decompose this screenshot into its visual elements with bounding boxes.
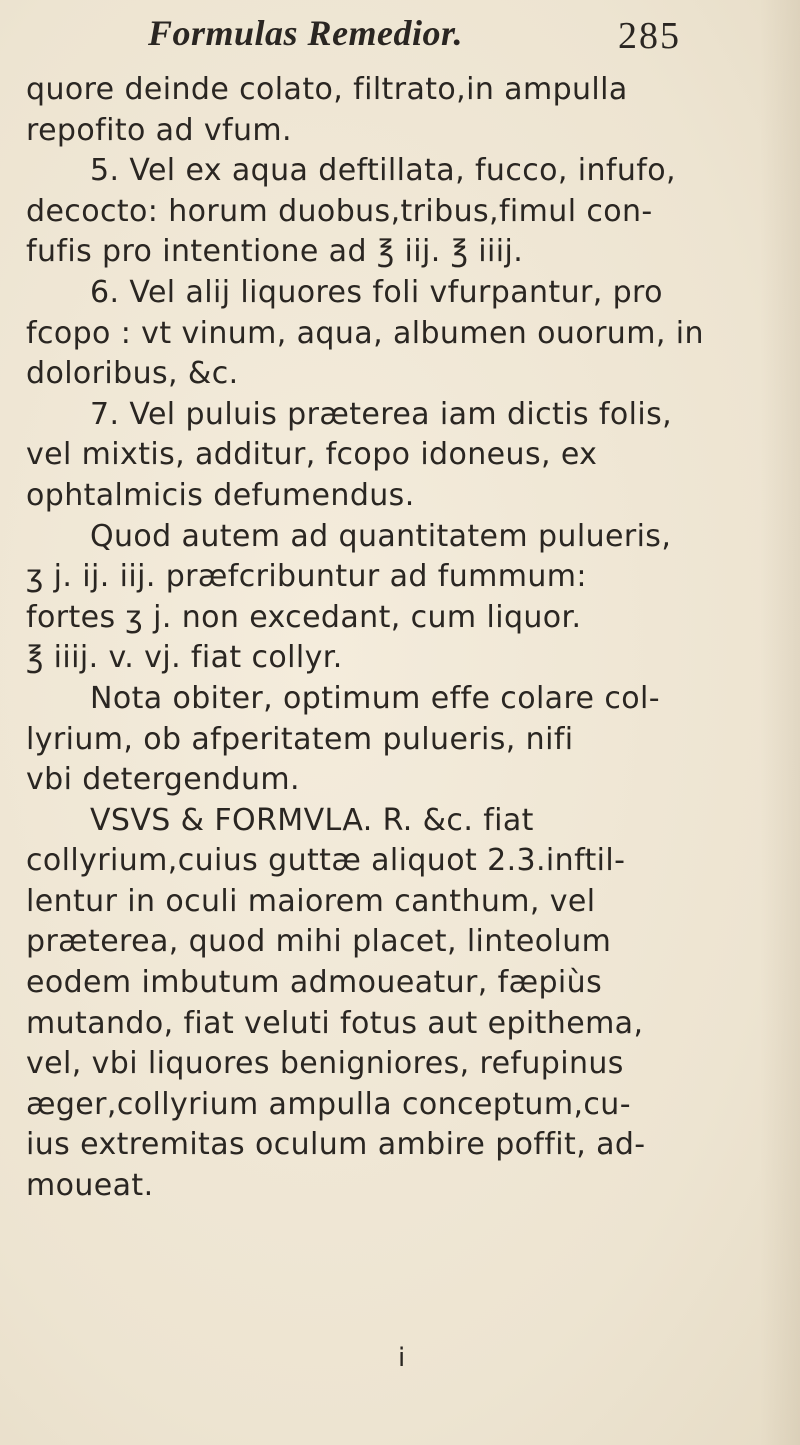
text-line: doloribus, &c.	[26, 356, 239, 392]
text-line: mutando, fiat veluti fotus aut epithema,	[26, 1005, 644, 1041]
text-line: 6. Vel alij liquores foli vfurpantur, pro	[90, 274, 663, 310]
text-line: eodem imbutum admoueatur, fæpiùs	[26, 965, 603, 1001]
text-line: VSVS & FORMVLA. R. &c. fiat	[90, 802, 534, 838]
text-line: collyrium,cuius guttæ aliquot 2.3.inftil-	[26, 843, 626, 879]
text-line: Quod autem ad quantitatem pulueris,	[90, 518, 672, 554]
text-line: fortes ʒ j. non excedant, cum liquor.	[26, 599, 582, 635]
text-line: ophtalmicis defumendus.	[26, 477, 415, 513]
page-header	[148, 12, 708, 72]
text-line: 5. Vel ex aqua deftillata, fucco, infufo,	[90, 153, 676, 189]
text-line: fufis pro intentione ad ℥ iij. ℥ iiij.	[26, 234, 524, 270]
text-line: lentur in oculi maiorem canthum, vel	[26, 883, 596, 919]
text-line: lyrium, ob afperitatem pulueris, nifi	[26, 721, 574, 757]
page-number: 285	[618, 15, 681, 57]
text-line: decocto: horum duobus,tribus,fimul con-	[26, 193, 653, 229]
text-line: repofito ad vfum.	[26, 112, 292, 148]
body-text	[26, 70, 726, 1207]
text-line: quore deinde colato, filtrato,in ampulla	[26, 72, 628, 107]
text-line: vel, vbi liquores benigniores, refupinus	[26, 1046, 624, 1082]
text-line: æger,collyrium ampulla conceptum,cu-	[26, 1086, 631, 1122]
text-line: ius extremitas oculum ambire poffit, ad-	[26, 1127, 646, 1163]
text-line: ʒ j. ij. iij. præfcribuntur ad fummum:	[26, 559, 587, 595]
text-line: vbi detergendum.	[26, 762, 300, 798]
text-line: ℥ iiij. v. vj. fiat collyr.	[26, 640, 343, 676]
text-line: fcopo : vt vinum, aqua, albumen ouorum, in	[26, 315, 704, 351]
text-line: 7. Vel puluis præterea iam dictis folis,	[90, 396, 673, 432]
text-line: vel mixtis, additur, fcopo idoneus, ex	[26, 437, 598, 473]
running-head: Formulas Remedior.	[148, 13, 464, 53]
text-line: præterea, quod mihi placet, linteolum	[26, 924, 612, 960]
text-line: moueat.	[26, 1168, 154, 1204]
signature-mark: i	[398, 1343, 406, 1373]
text-line: Nota obiter, optimum effe colare col-	[90, 680, 660, 716]
page-edge-shadow	[760, 0, 800, 1445]
